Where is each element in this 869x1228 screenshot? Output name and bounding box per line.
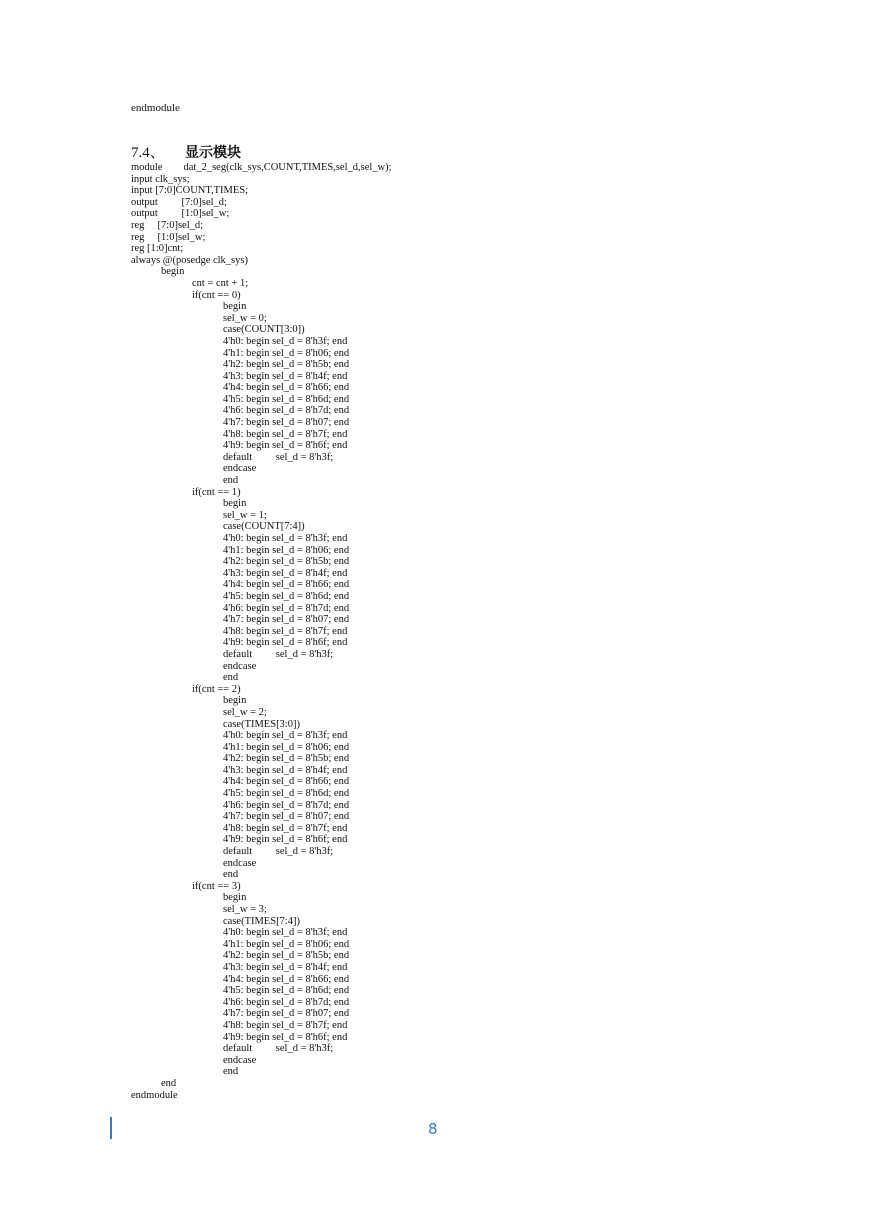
code-text: 4'h1: begin sel_d = 8'h06; end — [223, 544, 350, 556]
code-text: 4'h9: begin sel_d = 8'h6f; end — [223, 637, 348, 649]
code-text: begin — [223, 498, 247, 510]
code-text: endcase — [223, 463, 257, 475]
code-text: 4'h8: begin sel_d = 8'h7f; end — [223, 428, 348, 440]
code-text: 4'h4: begin sel_d = 8'h66; end — [223, 776, 350, 788]
code-text: 4'h6: begin sel_d = 8'h7d; end — [223, 602, 350, 614]
code-text: endmodule — [131, 1089, 178, 1101]
code-text: 4'h1: begin sel_d = 8'h06; end — [223, 347, 350, 359]
code-text: default sel_d = 8'h3f; — [223, 1043, 334, 1055]
code-text: 4'h1: begin sel_d = 8'h06; end — [223, 938, 350, 950]
code-text: 4'h7: begin sel_d = 8'h07; end — [223, 417, 350, 429]
code-text: 4'h3: begin sel_d = 8'h4f; end — [223, 961, 348, 973]
code-text: 4'h5: begin sel_d = 8'h6d; end — [223, 590, 350, 602]
code-text: 4'h5: begin sel_d = 8'h6d; end — [223, 393, 350, 405]
code-text: begin — [161, 266, 185, 278]
code-text: endcase — [223, 1054, 257, 1066]
section-title: 显示模块 — [185, 145, 241, 161]
code-text: 4'h9: begin sel_d = 8'h6f; end — [223, 834, 348, 846]
code-text: 4'h2: begin sel_d = 8'h5b; end — [223, 950, 350, 962]
code-text: input [7:0]COUNT,TIMES; — [131, 185, 249, 197]
code-text: end — [223, 475, 239, 487]
code-text: 4'h7: begin sel_d = 8'h07; end — [223, 1008, 350, 1020]
code-text: 4'h2: begin sel_d = 8'h5b; end — [223, 753, 350, 765]
code-text: 4'h3: begin sel_d = 8'h4f; end — [223, 567, 348, 579]
code-text: default sel_d = 8'h3f; — [223, 451, 334, 463]
code-text: 4'h9: begin sel_d = 8'h6f; end — [223, 440, 348, 452]
page-number: 8 — [428, 1120, 438, 1138]
code-text: 4'h7: begin sel_d = 8'h07; end — [223, 614, 350, 626]
section-number: 7.4、 — [131, 145, 165, 161]
code-text: reg [1:0]cnt; — [131, 243, 184, 255]
code-text: 4'h3: begin sel_d = 8'h4f; end — [223, 764, 348, 776]
code-text: endcase — [223, 660, 257, 672]
code-text: reg [1:0]sel_w; — [131, 231, 206, 243]
code-text: sel_w = 3; — [223, 904, 267, 915]
code-text: 4'h8: begin sel_d = 8'h7f; end — [223, 822, 348, 834]
code-text: 4'h3: begin sel_d = 8'h4f; end — [223, 370, 348, 382]
code-text: 4'h6: begin sel_d = 8'h7d; end — [223, 405, 350, 417]
code-text: 4'h0: begin sel_d = 8'h3f; end — [223, 335, 348, 347]
code-text: case(TIMES[7:4]) — [223, 915, 300, 927]
code-text: reg [7:0]sel_d; — [131, 219, 204, 231]
code-text: 4'h2: begin sel_d = 8'h5b; end — [223, 556, 350, 568]
code-text: if(cnt == 3) — [192, 880, 241, 892]
code-text: default sel_d = 8'h3f; — [223, 846, 334, 858]
code-text: 4'h0: begin sel_d = 8'h3f; end — [223, 927, 348, 939]
code-text: end — [161, 1077, 177, 1089]
code-text: begin — [223, 301, 247, 313]
code-text: 4'h2: begin sel_d = 8'h5b; end — [223, 359, 350, 371]
code-text: output [1:0]sel_w; — [131, 208, 230, 220]
code-text: if(cnt == 1) — [192, 486, 241, 498]
code-text: always @(posedge clk_sys) — [131, 254, 248, 266]
code-text: begin — [223, 892, 247, 904]
code-text: if(cnt == 2) — [192, 683, 241, 695]
code-text: 4'h4: begin sel_d = 8'h66; end — [223, 382, 350, 394]
code-text: case(COUNT[7:4]) — [223, 521, 305, 533]
code-text: case(COUNT[3:0]) — [223, 324, 305, 336]
code-text: case(TIMES[3:0]) — [223, 718, 300, 730]
code-text: module dat_2_seg(clk_sys,COUNT,TIMES,sel_d,sel_w); — [131, 162, 392, 173]
code-text: sel_w = 2; — [223, 706, 267, 718]
code-text: 4'h0: begin sel_d = 8'h3f; end — [223, 730, 348, 742]
code-text: 4'h1: begin sel_d = 8'h06; end — [223, 741, 350, 753]
code-text: 4'h5: begin sel_d = 8'h6d; end — [223, 788, 350, 800]
code-text: 4'h8: begin sel_d = 8'h7f; end — [223, 625, 348, 637]
code-text: 4'h4: begin sel_d = 8'h66; end — [223, 579, 350, 591]
code-text: 4'h5: begin sel_d = 8'h6d; end — [223, 985, 350, 997]
code-text: 4'h0: begin sel_d = 8'h3f; end — [223, 533, 348, 544]
code-text: end — [223, 672, 239, 684]
code-text: 4'h4: begin sel_d = 8'h66; end — [223, 973, 350, 985]
code-text: cnt = cnt + 1; — [192, 277, 249, 289]
code-text: sel_w = 0; — [223, 312, 267, 324]
code-text: input clk_sys; — [131, 173, 190, 185]
code-text: 4'h9: begin sel_d = 8'h6f; end — [223, 1031, 348, 1043]
code-text: endcase — [223, 857, 257, 869]
code-text: sel_w = 1; — [223, 509, 267, 521]
code-text: output [7:0]sel_d; — [131, 196, 227, 208]
code-text: 4'h6: begin sel_d = 8'h7d; end — [223, 799, 350, 811]
code-text: default sel_d = 8'h3f; — [223, 648, 334, 660]
code-text: 4'h7: begin sel_d = 8'h07; end — [223, 811, 350, 823]
code-text: end — [223, 869, 239, 881]
code-text: 4'h8: begin sel_d = 8'h7f; end — [223, 1019, 348, 1031]
code-text: 4'h6: begin sel_d = 8'h7d; end — [223, 996, 350, 1008]
code-text: begin — [223, 695, 247, 707]
code-text: end — [223, 1066, 239, 1078]
footer-accent-bar — [110, 1117, 112, 1139]
code-text: if(cnt == 0) — [192, 289, 241, 301]
previous-code-end: endmodule — [131, 102, 180, 114]
section-heading — [131, 141, 241, 161]
